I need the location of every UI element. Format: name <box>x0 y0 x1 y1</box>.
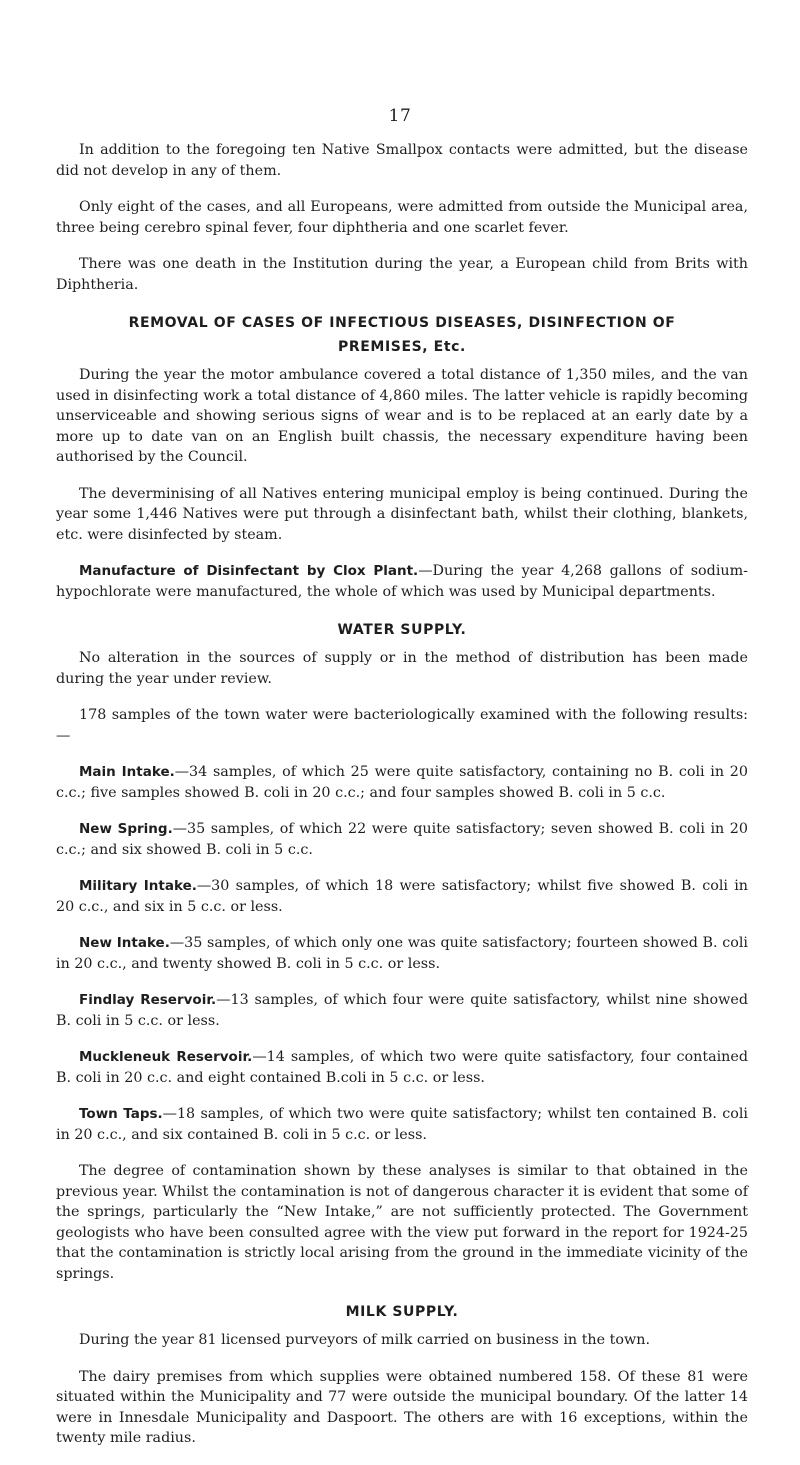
source-result: —34 samples, of which 25 were quite satisfactory, containing no B. coli in 20 c.c.; five samples showed B. coli in 20 c.c.; and four samples showed B. coli in 5 c.c. <box>56 764 748 801</box>
paragraph-dairy-premises: The dairy premises from which supplies were obtained numbered 158. Of these 81 were situated within the Municipality and 77 were outside the municipal boundary. Of the latter 14 were in Innesdale Municipality and Daspoort. The others are with 16 exceptions, within the twenty mile radius. <box>56 1368 748 1446</box>
source-result: —18 samples, of which two were quite satisfactory; whilst ten contained B. coli in 20 c.c., and six contained B. coli in 5 c.c. or less. <box>56 1106 748 1143</box>
paragraph-samples-intro: 178 samples of the town water were bacteriologically examined with the following results:— <box>56 707 748 744</box>
source-name: Findlay Reservoir. <box>79 992 217 1008</box>
paragraph-purveyors: During the year 81 licensed purveyors of milk carried on business in the town. <box>79 1332 650 1348</box>
heading-removal-disinfection: REMOVAL OF CASES OF INFECTIOUS DISEASES, DISINFECTION OF PREMISES, Etc. <box>128 315 676 355</box>
paragraph-clox-plant <box>56 561 748 602</box>
heading-water-supply: WATER SUPPLY. <box>337 622 467 638</box>
clox-text: —During the year 4,268 gallons of sodium-hypochlorate were manufactured, the whole of which was used by Municipal departments. <box>56 563 748 600</box>
source-result: —35 samples, of which only one was quite satisfactory; fourteen showed B. coli in 20 c.c., and twenty showed B. coli in 5 c.c. or less. <box>56 935 748 972</box>
source-name: New Spring. <box>79 821 173 837</box>
paragraph-contamination: The degree of contamination shown by these analyses is similar to that obtained in the previous year. Whilst the contamination is not of dangerous character it is evident that some of the springs, particularly the “New Intake,” are not sufficiently protected. The Government geologists who have been consulted agree with the view put forward in the report for 1924-25 that the contamination is strictly local arising from the ground in the immediate vicinity of the springs. <box>56 1163 748 1282</box>
source-town-taps <box>56 1104 748 1145</box>
document-body <box>56 140 748 1465</box>
paragraph-no-alteration: No alteration in the sources of supply or in the method of distribution has been made during the year under review. <box>56 650 748 687</box>
source-name: New Intake. <box>79 935 170 951</box>
heading-milk-supply: MILK SUPPLY. <box>345 1304 459 1320</box>
source-name: Main Intake. <box>79 764 175 780</box>
source-main-intake <box>56 762 748 803</box>
paragraph-deverminising: The deverminising of all Natives entering municipal employ is being continued. During the year some 1,446 Natives were put through a disinfectant bath, whilst their clothing, blankets, etc. were disinfected by steam. <box>56 485 748 543</box>
source-muckleneuk-reservoir <box>56 1047 748 1088</box>
paragraph-outside-admissions: Only eight of the cases, and all Europeans, were admitted from outside the Municipal area, three being cerebro spinal fever, four diphtheria and one scarlet fever. <box>56 199 748 236</box>
paragraph-smallpox-contacts: In addition to the foregoing ten Native Smallpox contacts were admitted, but the disease did not develop in any of them. <box>56 142 748 179</box>
source-new-intake <box>56 933 748 974</box>
source-name: Muckleneuk Reservoir. <box>79 1049 253 1065</box>
source-result: —30 samples, of which 18 were satisfactory; whilst five showed B. coli in 20 c.c., and six in 5 c.c. or less. <box>56 878 748 915</box>
paragraph-death: There was one death in the Institution during the year, a European child from Brits with Diphtheria. <box>56 256 748 293</box>
paragraph-ambulance: During the year the motor ambulance covered a total distance of 1,350 miles, and the van used in disinfecting work a total distance of 4,860 miles. The latter vehicle is rapidly becoming unserviceable and showing serious signs of wear and is to be replaced at an early date by a more up to date van on an English built chassis, the necessary expenditure having been authorised by the Council. <box>56 367 748 465</box>
page-number: 17 <box>388 106 412 126</box>
source-result: —35 samples, of which 22 were quite satisfactory; seven showed B. coli in 20 c.c.; and six showed B. coli in 5 c.c. <box>56 821 748 858</box>
source-result: —14 samples, of which two were quite satisfactory, four contained B. coli in 20 c.c. and eight contained B.coli in 5 c.c. or less. <box>56 1049 748 1086</box>
source-military-intake <box>56 876 748 917</box>
source-result: —13 samples, of which four were quite satisfactory, whilst nine showed B. coli in 5 c.c. or less. <box>56 992 748 1029</box>
source-new-spring <box>56 819 748 860</box>
clox-lead-label: Manufacture of Disinfectant by Clox Plant. <box>79 563 419 579</box>
source-name: Town Taps. <box>79 1106 163 1122</box>
source-findlay-reservoir <box>56 990 748 1031</box>
source-name: Military Intake. <box>79 878 197 894</box>
